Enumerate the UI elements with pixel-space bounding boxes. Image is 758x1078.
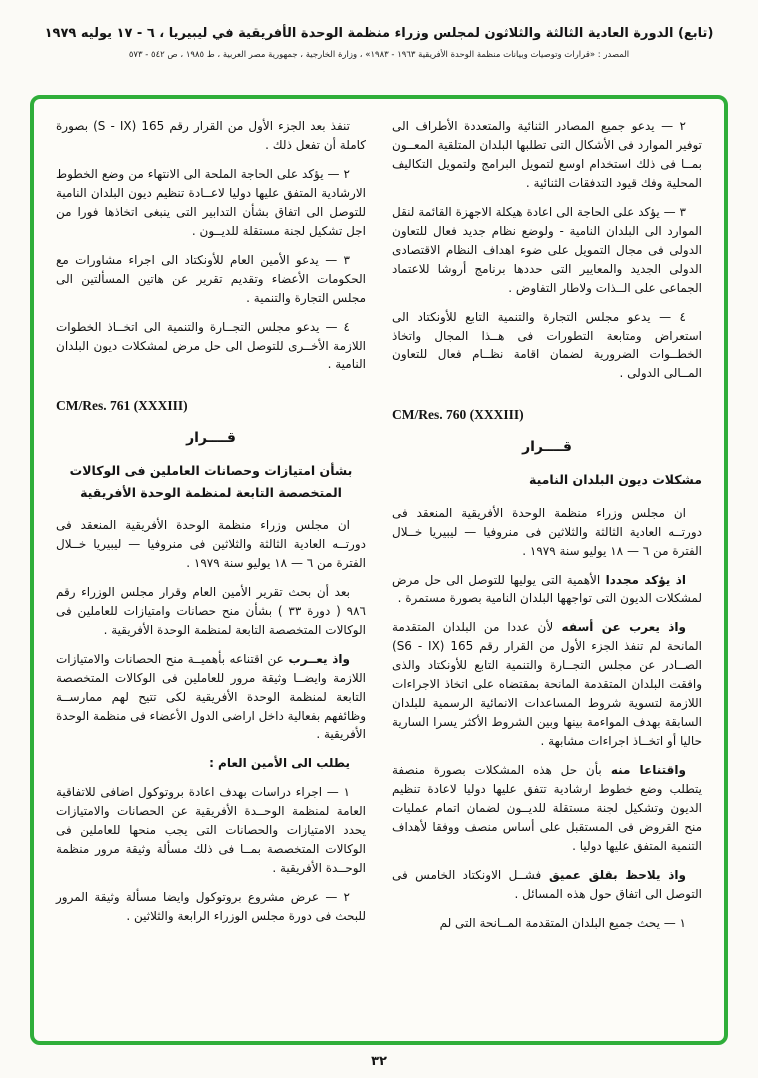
resolution-subject: بشأن امتيازات وحصانات العاملين فى الوكالات المتخصصة التابعة لمنظمة الوحدة الأفريقية xyxy=(69,463,353,500)
resolution-ref-761: CM/Res. 761 (XXXIII) xyxy=(56,398,188,414)
paragraph: واذ يلاحظ بقلق عميق فشــل الاونكتاد الخامس فى التوصل الى اتفاق حول هذه المسائل . xyxy=(392,867,702,901)
paragraph: ان مجلس وزراء منظمة الوحدة الأفريقية المنعقد فى دورتــه العادية الثالثة والثلاثين فى منروفيا — ليبيريا خــلال الفترة من ٦ — ١٨ يوليو سنة ١٩٧٩ . xyxy=(392,505,702,558)
header-title: (تابع) الدورة العادية الثالثة والثلاثون لمجلس وزراء منظمة الوحدة الأفريقية في ليبيريا ، ٦ - ١٧ يوليه ١٩٧٩ xyxy=(44,26,714,41)
paragraph: ١ — يحث جميع البلدان المتقدمة المــانحة التى لم xyxy=(439,915,686,930)
paragraph: ٢ — يدعو جميع المصادر الثنائية والمتعددة الأطراف الى توفير الموارد فى الأشكال التى تطلبها البلدان المتلقية المعــون بمــا فى ذلك استخدام اوسع لتمويل البرامج ولتمويل التكاليف المحلية وفك قيود التدفقات الثنائية . xyxy=(392,119,702,190)
paragraph: بعد أن بحث تقرير الأمين العام وقرار مجلس الوزراء رقم ٩٨٦ ( دورة ٣٣ ) بشأن منح حصانات وامتيازات للعاملين فى الوكالات المتخصصة التابعة لمنظمة الوحدة الأفريقية . xyxy=(56,584,366,637)
paragraph: واقتناعا منه بأن حل هذه المشكلات بصورة منصفة يتطلب وضع خطوط ارشادية تتفق عليها دوليا لاعادة تنظيم الديون وتشكيل لجنة مستقلة للديــون لضمان اتمام عمليات منح القروض فى المستقبل على أساس منصف ووفقا لأهداف التنمية المتفق عليها دوليا . xyxy=(392,763,702,853)
header-source-line: المصدر : «قرارات وتوصيات وبيانات منظمة الوحدة الأفريقية ١٩٦٣ - ١٩٨٣» ، وزارة الخارجية ، جمهورية مصر العربية ، ط ١٩٨٥ ، ص ٥٤٢ - ٥٧٣ xyxy=(128,50,630,60)
content-frame xyxy=(30,95,728,1045)
paragraph: واذ يعرب عن أسفه لأن عددا من البلدان المتقدمة المانحة لم تنفذ الجزء الأول من القرار رقم 165 (S6 - IX) الصــادر عن مجلس التجــارة والتنمية التابع للأونكتاد والذى وافقت البلدان المتقدمة المانحة بمقتضاه على اتخاذ الاجراءات اللازمة لتسوية شروط المساعدات الانمائية الرسمية للبلدان السابقة بهدف المواءمة بينها وبين الشروط الأكثر يسرا السارية حاليا أو اتخــاذ اجراءات مشابهة . xyxy=(392,620,702,749)
resolution-ref-760: CM/Res. 760 (XXXIII) xyxy=(392,407,524,423)
resolution-title: قــــرار xyxy=(522,439,572,456)
paragraph: اذ يؤكد مجددا الأهمية التى يوليها للتوصل الى حل مرض لمشكلات الديون التى تواجهها البلدان النامية بصورة مستمرة . xyxy=(392,572,702,606)
column-left xyxy=(56,117,366,1029)
paragraph: ٤ — يدعو مجلس التجــارة والتنمية الى اتخــاذ الخطوات اللازمة الأخــرى للتوصل الى حل مرض لمشكلات ديون البلدان النامية . xyxy=(56,319,366,372)
paragraph: يطلب الى الأمين العام : xyxy=(209,756,350,771)
paragraph: ٤ — يدعو مجلس التجارة والتنمية التابع للأونكتاد الى استعراض ومتابعة التطورات فى هــذا المجال واتخاذ الخطــوات الضرورية لضمان اقامة نظــام فعال للتعاون المــالى الدولى . xyxy=(392,309,702,381)
paragraph: ان مجلس وزراء منظمة الوحدة الأفريقية المنعقد فى دورتــه العادية الثالثة والثلاثين فى منروفيا — ليبيريا خــلال الفترة من ٦ — ١٨ يوليو سنة ١٩٧٩ . xyxy=(56,517,366,570)
page-header xyxy=(0,0,758,60)
paragraph: ٣ — يدعو الأمين العام للأونكتاد الى اجراء مشاورات مع الحكومات الأعضاء وتقديم تقرير عن هاتين المسألتين الى مجلس التجارة والتنمية . xyxy=(56,252,366,305)
column-right xyxy=(392,117,702,1029)
paragraph: ٣ — يؤكد على الحاجة الى اعادة هيكلة الاجهزة القائمة لنقل الموارد الى البلدان النامية - ولوضع نظام جديد فعال للتعاون الدولى فى مجال التمويل على ضوء اهداف النظام الاقتصادى الدولى الجديد والمعايير التى حددها برنامج أروشا للاعتماد الجماعى على الــذات ولاطار التفاوض . xyxy=(392,204,702,295)
page-number: ٣٢ xyxy=(371,1054,387,1069)
paragraph: ١ — اجراء دراسات بهدف اعادة بروتوكول اضافى للاتفاقية العامة لمنظمة الوحــدة الأفريقية عن الحصانات والامتيازات يحدد الامتيازات والحصانات التى يجب منحها للعاملين فى الوكالات المتخصصة بمــا فى ذلك مسألة وثيقة مرور منظمة الوحــدة الأفريقية . xyxy=(56,785,366,876)
paragraph: ٢ — عرض مشروع بروتوكول وايضا مسألة وثيقة المرور للبحث فى دورة مجلس الوزراء الرابعة والثلاثين . xyxy=(56,890,366,924)
resolution-title: قــــرار xyxy=(186,430,236,447)
paragraph: تنفذ بعد الجزء الأول من القرار رقم 165 (S - IX) بصورة كاملة أن تفعل ذلك . xyxy=(56,119,366,152)
paragraph: واذ يعــرب عن اقتناعه بأهميــة منح الحصانات والامتيازات اللازمة وايضــا وثيقة مرور للعاملين فى الوكالات المتخصصة التابعة لمنظمة الوحدة الأفريقية لكى تتيح لهم ممارســة وظائفهم بفعالية داخل اراضى الدول الأعضاء فى منظمة الوحدة الأفريقية . xyxy=(56,651,366,742)
paragraph: ٢ — يؤكد على الحاجة الملحة الى الانتهاء من وضع الخطوط الارشادية المتفق عليها دوليا لاعــادة تنظيم ديون البلدان النامية للتوصل الى اتفاق بشأن التدابير التى ينبغى اتخاذها فورا من اجل تشكيل لجنة مستقلة للديــون . xyxy=(56,166,366,238)
resolution-subject: مشكلات ديون البلدان النامية xyxy=(528,472,702,488)
